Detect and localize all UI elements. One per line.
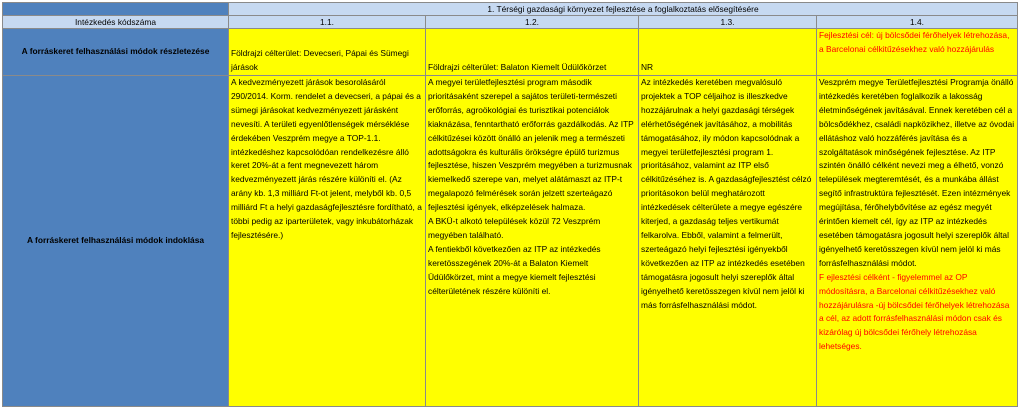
justification-1-4-text: Veszprém megye Területfejlesztési Programja önálló intézkedés keretében foglalkozik a lakosság életminőségének javításával. Ennek keretében cél a bölcsődékhez, családi napközikhez, illetve az óvodai ellátáshoz való hozzáférés javítása és a szolgáltatások minőségének fejlesztése. Az ITP szintén önálló célként nevezi meg a élhető, vonzó települések megteremtését, és a munkába állást segítő infrastruktúra fejlesztését. Ezen intézmények megújítása, férőhelybővítése az egész megyét érintően kiemelt cél, így az ITP az intézkedés esetében támogatásra jogosult helyi szereplők által igényelhető keretösszegen kívül nem jelöl ki más forrásfelhasználási módot. bbox=[819, 77, 1015, 268]
details-cell-1-4[interactable]: Fejlesztési cél: új bölcsődei férőhelyek létrehozása, a Barcelonai célkitűzésekhez való hozzájárulás bbox=[817, 29, 1018, 76]
details-cell-1-2[interactable]: Földrajzi célterület: Balaton Kiemelt Üdülőkörzet bbox=[426, 29, 639, 76]
measures-table bbox=[2, 2, 1018, 407]
justification-1-2-paragraph-1: A megyei területfejlesztési program második prioritásaként szerepel a sajátos területi-természeti erőforrás, agroökológiai és turisztikai potenciálok kiaknázása, fenntartható erőforrás gazdálkodás. Az ITP célkitűzései között önálló an jelenik meg a természeti adottságokra és kulturális örökségre épülő turizmus fejlesztése, hiszen Veszprém megyében a turizmusnak kiemelkedő szerepe van, melyet alátámaszt az ITP-t megalapozó felmérések során jelzett szerteágazó fejlesztési igények, elképzelések halmaza. bbox=[428, 77, 634, 213]
justification-1-4-red-note: F ejlesztési célként - figyelemmel az OP módosításra, a Barcelonai célkitűzésekhez való hozzájárulásra -új bölcsődei férőhelyek létrehozása a cél, az adott forrásfelhasználási módon csak és kizárólag új bölcsődei férőhely létrehozása lehetséges. bbox=[819, 271, 1010, 352]
justification-cell-1-3[interactable]: Az intézkedés keretében megvalósuló projektek a TOP céljaihoz is illeszkedve hozzájárulnak a helyi gazdasági térségek elérhetőségének javításához, a mobilitás támogatásához, ily módon kapcsolódnak a megyei területfejlesztési program 1. prioritásához, valamint az ITP első célkitűzéséhez is. A gazdaságfejlesztést célzó prioritásokon belül meghatározott intézkedések célterülete a megye egészére kiterjed, a gazdaság teljes vertikumát felkarolva. Ebből, valamint a felmerült, szerteágazó helyi fejlesztési igényekből következően az ITP az intézkedés esetében támogatásra jogosult helyi szereplők által igényelhető keretösszegen kívül nem jelöl ki más forrásfelhasználási módot. bbox=[639, 76, 817, 407]
code-1-2[interactable]: 1.2. bbox=[426, 16, 639, 29]
justification-cell-1-2[interactable] bbox=[426, 76, 639, 407]
table-title[interactable]: 1. Térségi gazdasági környezet fejlesztése a foglalkoztatás elősegítésére bbox=[229, 3, 1018, 16]
details-cell-1-1[interactable]: Földrajzi célterület: Devecseri, Pápai és Sümegi járások bbox=[229, 29, 426, 76]
justification-row-label[interactable]: A forráskeret felhasználási módok indoklása bbox=[3, 76, 229, 407]
details-cell-1-3[interactable]: NR bbox=[639, 29, 817, 76]
justification-cell-1-4[interactable] bbox=[817, 76, 1018, 407]
code-label[interactable]: Intézkedés kódszáma bbox=[3, 16, 229, 29]
spreadsheet bbox=[2, 2, 1018, 407]
details-row bbox=[3, 29, 1018, 76]
justification-1-2-paragraph-3: A fentiekből következően az ITP az intézkedés keretösszegének 20%-át a Balaton Kiemelt Üdülőkörzet, mint a megye kiemelt fejlesztési célterületének részére különíti el. bbox=[428, 243, 601, 296]
title-row bbox=[3, 3, 1018, 16]
code-1-3[interactable]: 1.3. bbox=[639, 16, 817, 29]
code-1-1[interactable]: 1.1. bbox=[229, 16, 426, 29]
justification-cell-1-1[interactable]: A kedvezményezett járások besorolásáról 290/2014. Korm. rendelet a devecseri, a pápai és a sümegi járásokat kedvezményezett járásként nevesíti. A területi egyenlőtlenségek mérséklése érdekében Veszprém megye a TOP-1.1. intézkedéshez kapcsolódóan rendelkezésre álló keret 20%-át a fent megnevezett három kedvezményezett járás részére különíti el. (Az arány kb. 1,3 milliárd Ft-ot jelent, melyből kb. 0,5 milliárd Ft a helyi gazdaságfejlesztésre fordítható, a többi pedig az iparterületek, vagy inkubátorházak fejlesztésére.) bbox=[229, 76, 426, 407]
corner-cell[interactable] bbox=[3, 3, 229, 16]
details-row-label[interactable]: A forráskeret felhasználási módok részletezése bbox=[3, 29, 229, 76]
code-row bbox=[3, 16, 1018, 29]
justification-row bbox=[3, 76, 1018, 407]
code-1-4[interactable]: 1.4. bbox=[817, 16, 1018, 29]
justification-1-2-paragraph-2: A BKÜ-t alkotó települések közül 72 Veszprém megyében található. bbox=[428, 216, 601, 240]
